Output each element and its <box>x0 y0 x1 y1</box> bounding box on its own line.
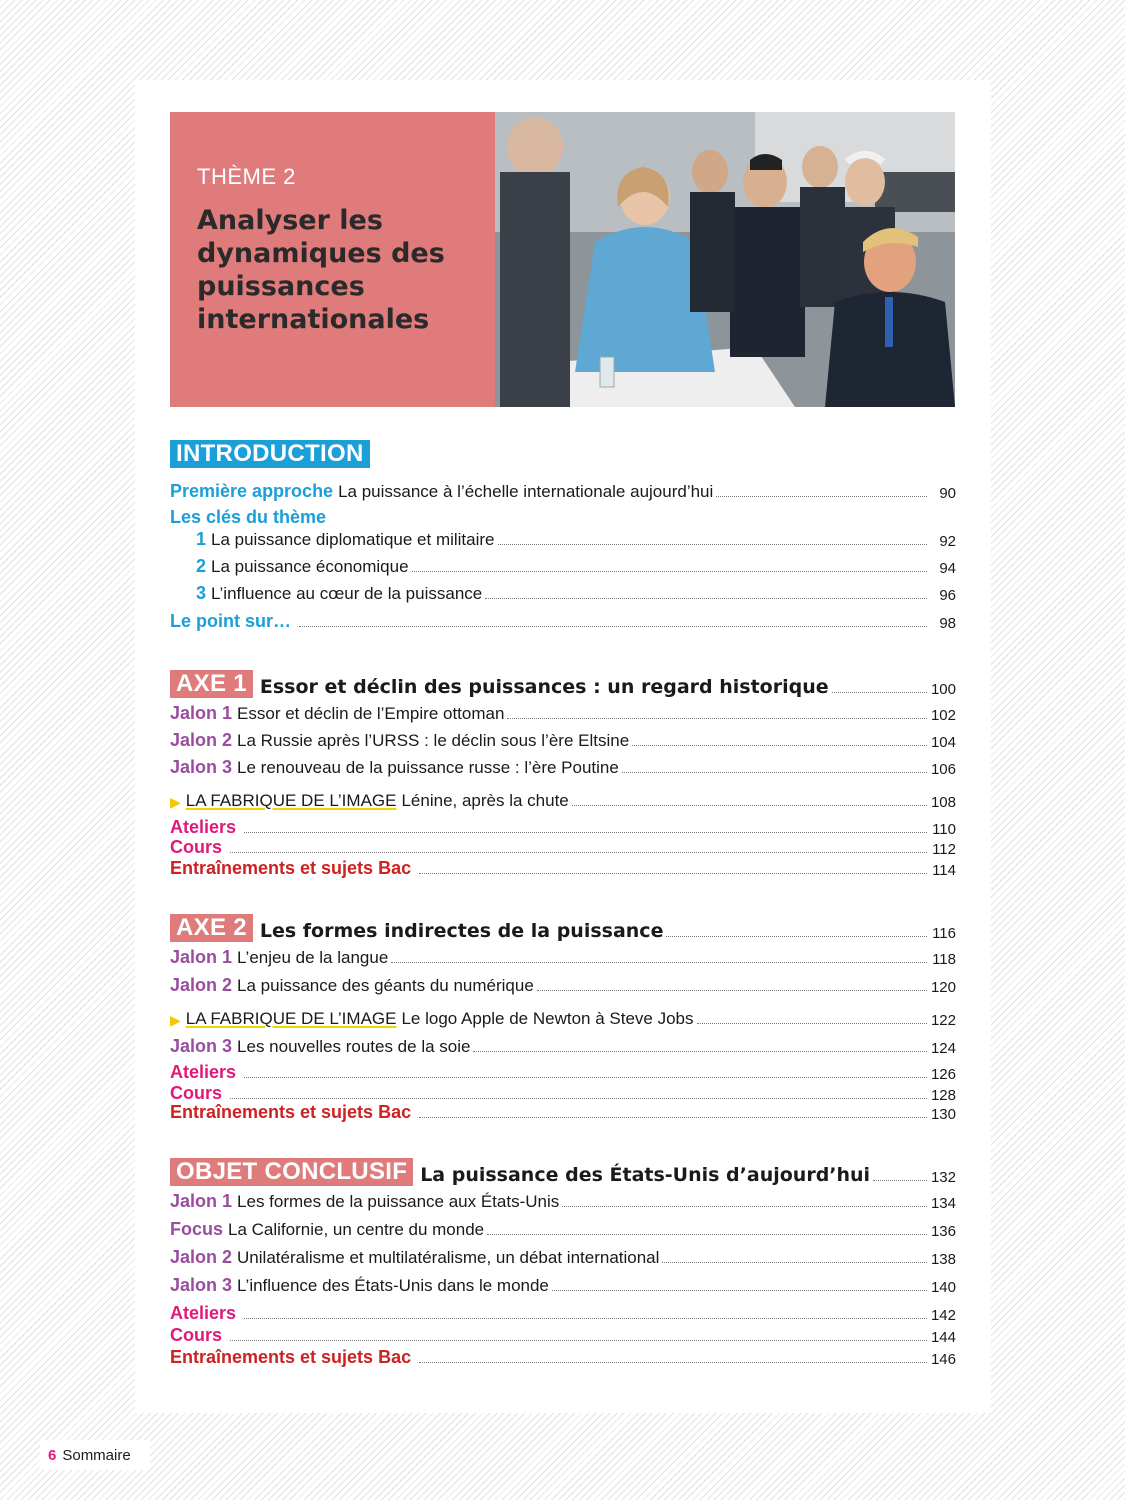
theme-title: Analyser les dynamiques des puissances internationales <box>197 205 445 335</box>
fabrique-label: LA FABRIQUE DE L’IMAGE <box>185 1009 397 1028</box>
page-number: 118 <box>932 951 956 968</box>
entry-number: 3 <box>196 583 207 603</box>
toc-entry-axe2-jalon-3[interactable] <box>170 1033 956 1057</box>
dot-leader <box>244 831 927 833</box>
dot-leader <box>662 1261 927 1263</box>
page-number: 134 <box>930 1195 956 1212</box>
dot-leader <box>419 1116 927 1118</box>
page-number: 130 <box>930 1106 956 1123</box>
entry-label: Entraînements et sujets Bac <box>170 858 412 878</box>
toc-entry-objet-cours[interactable] <box>170 1324 956 1346</box>
entry-label: Jalon 3 <box>170 1275 233 1295</box>
toc-entry-point-sur[interactable] <box>170 608 956 632</box>
page-number: 96 <box>939 587 956 604</box>
summit-photo <box>495 112 955 407</box>
entry-text: Essor et déclin de l’Empire ottoman <box>237 704 505 723</box>
toc-entry-axe1-jalon-1[interactable] <box>170 700 956 724</box>
dot-leader <box>507 717 927 719</box>
toc-entry-objet-entrainements[interactable] <box>170 1346 956 1368</box>
entry-label: Ateliers <box>170 1062 237 1082</box>
toc-entry-axe1-jalon-3[interactable] <box>170 754 956 778</box>
dot-leader <box>419 872 927 874</box>
entry-label: Jalon 2 <box>170 975 233 995</box>
objet-conclusif-heading[interactable] <box>170 1156 956 1186</box>
entry-number: 2 <box>196 556 207 576</box>
toc-entry-axe1-entrainements[interactable] <box>170 857 956 879</box>
dot-leader <box>666 935 927 937</box>
entry-label: Jalon 1 <box>170 947 233 967</box>
dot-leader <box>697 1022 927 1024</box>
dot-leader <box>552 1289 927 1291</box>
entry-label: Cours <box>170 837 223 857</box>
page-number: 128 <box>930 1087 956 1104</box>
dot-leader <box>832 691 927 693</box>
entry-text: L’influence au cœur de la puissance <box>211 584 483 603</box>
entry-text: La puissance diplomatique et militaire <box>211 530 495 549</box>
theme-label: THÈME 2 <box>197 164 296 189</box>
page-number: 108 <box>930 794 956 811</box>
axe1-heading[interactable] <box>170 668 956 698</box>
entry-label: Ateliers <box>170 1303 237 1323</box>
entry-number: 1 <box>196 529 207 549</box>
objet-conclusif-title: La puissance des États-Unis d’aujourd’hui <box>420 1164 871 1186</box>
page-number: 126 <box>930 1066 956 1083</box>
entry-label: Jalon 2 <box>170 1247 233 1267</box>
toc-entry-objet-jalon-2[interactable] <box>170 1244 956 1268</box>
entry-text: La puissance à l’échelle internationale aujourd’hui <box>338 482 714 501</box>
dot-leader <box>632 744 927 746</box>
entry-label: Les clés du thème <box>170 507 327 527</box>
entry-text: La puissance économique <box>211 557 409 576</box>
page-footer <box>40 1440 150 1470</box>
toc-entry-axe1-ateliers[interactable] <box>170 816 956 838</box>
entry-text: La puissance des géants du numérique <box>237 976 534 995</box>
toc-entry-objet-jalon-1[interactable] <box>170 1188 956 1212</box>
entry-text: La Russie après l’URSS : le déclin sous l’ère Eltsine <box>237 731 630 750</box>
toc-entry-axe2-fabrique[interactable] <box>170 1005 956 1029</box>
page-number: 120 <box>930 979 956 996</box>
toc-heading-cles <box>170 504 956 528</box>
page-number: 144 <box>930 1329 956 1346</box>
axe2-title: Les formes indirectes de la puissance <box>259 920 664 942</box>
play-arrow-icon: ▶ <box>170 1012 181 1028</box>
toc-entry-cle-1[interactable] <box>170 526 956 550</box>
page-number: 110 <box>932 821 956 838</box>
entry-text: La Californie, un centre du monde <box>228 1220 485 1239</box>
introduction-heading <box>170 440 370 468</box>
entry-label: Jalon 2 <box>170 730 233 750</box>
entry-label: Entraînements et sujets Bac <box>170 1347 412 1367</box>
footer-label: Sommaire <box>62 1446 131 1464</box>
dot-leader <box>230 851 927 853</box>
dot-leader <box>230 1097 927 1099</box>
page-number: 116 <box>932 925 956 942</box>
axe1-title: Essor et déclin des puissances : un regard historique <box>259 676 829 698</box>
page-number: 104 <box>930 734 956 751</box>
entry-label: Première approche <box>170 481 334 501</box>
toc-entry-cle-3[interactable] <box>170 580 956 604</box>
entry-label: Entraînements et sujets Bac <box>170 1102 412 1122</box>
dot-leader <box>485 597 927 599</box>
dot-leader <box>537 989 927 991</box>
page-number: 136 <box>930 1223 956 1240</box>
page-number: 140 <box>930 1279 956 1296</box>
summit-photo-illustration <box>495 112 955 407</box>
page-number: 122 <box>930 1012 956 1029</box>
theme-header <box>170 112 955 407</box>
page-number: 98 <box>939 615 956 632</box>
axe2-tag: AXE 2 <box>170 914 253 942</box>
footer-page-number: 6 <box>48 1446 57 1464</box>
entry-text: Les nouvelles routes de la soie <box>237 1037 471 1056</box>
page-number: 138 <box>930 1251 956 1268</box>
dot-leader <box>473 1050 927 1052</box>
theme-box <box>170 112 495 407</box>
entry-text: L’enjeu de la langue <box>237 948 389 967</box>
page <box>135 80 991 1413</box>
entry-label: Focus <box>170 1219 224 1239</box>
page-number: 106 <box>930 761 956 778</box>
page-number: 132 <box>930 1169 956 1186</box>
dot-leader <box>487 1233 927 1235</box>
entry-text: Lénine, après la chute <box>401 791 569 810</box>
page-number: 114 <box>932 862 956 879</box>
axe2-heading[interactable] <box>170 912 956 942</box>
dot-leader <box>873 1179 927 1181</box>
page-number: 146 <box>930 1351 956 1368</box>
entry-label: Cours <box>170 1083 223 1103</box>
entry-label: Jalon 1 <box>170 703 233 723</box>
entry-label: Jalon 3 <box>170 757 233 777</box>
page-number: 100 <box>930 681 956 698</box>
toc-entry-axe2-ateliers[interactable] <box>170 1061 956 1083</box>
page-number: 92 <box>939 533 956 550</box>
entry-text: L’influence des États-Unis dans le monde <box>237 1276 549 1295</box>
toc-entry-objet-jalon-3[interactable] <box>170 1272 956 1296</box>
play-arrow-icon: ▶ <box>170 794 181 810</box>
entry-label: Jalon 3 <box>170 1036 233 1056</box>
toc-entry-axe2-jalon-2[interactable] <box>170 972 956 996</box>
fabrique-label: LA FABRIQUE DE L’IMAGE <box>185 791 397 810</box>
dot-leader <box>498 543 927 545</box>
entry-label: Cours <box>170 1325 223 1345</box>
entry-label: Jalon 1 <box>170 1191 233 1211</box>
dot-leader <box>299 625 927 627</box>
toc-entry-axe1-jalon-2[interactable] <box>170 727 956 751</box>
toc-entry-premiere-approche[interactable] <box>170 478 956 502</box>
dot-leader <box>230 1339 927 1341</box>
dot-leader <box>244 1076 927 1078</box>
axe1-tag: AXE 1 <box>170 670 253 698</box>
dot-leader <box>572 804 927 806</box>
entry-label: Ateliers <box>170 817 237 837</box>
entry-text: Le logo Apple de Newton à Steve Jobs <box>401 1009 694 1028</box>
dot-leader <box>716 495 927 497</box>
toc-entry-axe2-jalon-1[interactable] <box>170 944 956 968</box>
toc-entry-axe2-entrainements[interactable] <box>170 1101 956 1123</box>
toc-entry-axe1-cours[interactable] <box>170 836 956 858</box>
page-number: 90 <box>939 485 956 502</box>
entry-text: Unilatéralisme et multilatéralisme, un débat international <box>237 1248 660 1267</box>
objet-conclusif-tag: OBJET CONCLUSIF <box>170 1158 413 1186</box>
entry-label: Le point sur… <box>170 611 291 631</box>
entry-text: Les formes de la puissance aux États-Unis <box>237 1192 560 1211</box>
dot-leader <box>412 570 927 572</box>
page-number: 102 <box>930 707 956 724</box>
dot-leader <box>419 1361 927 1363</box>
toc-entry-cle-2[interactable] <box>170 553 956 577</box>
dot-leader <box>622 771 927 773</box>
page-number: 124 <box>930 1040 956 1057</box>
dot-leader <box>244 1317 927 1319</box>
introduction-tag: INTRODUCTION <box>170 440 370 468</box>
toc-entry-objet-focus[interactable] <box>170 1216 956 1240</box>
dot-leader <box>391 961 927 963</box>
entry-text: Le renouveau de la puissance russe : l’ère Poutine <box>237 758 619 777</box>
toc-entry-axe1-fabrique[interactable] <box>170 787 956 811</box>
dot-leader <box>562 1205 927 1207</box>
page-number: 112 <box>932 841 956 858</box>
page-number: 94 <box>939 560 956 577</box>
page-number: 142 <box>930 1307 956 1324</box>
toc-entry-objet-ateliers[interactable] <box>170 1302 956 1324</box>
